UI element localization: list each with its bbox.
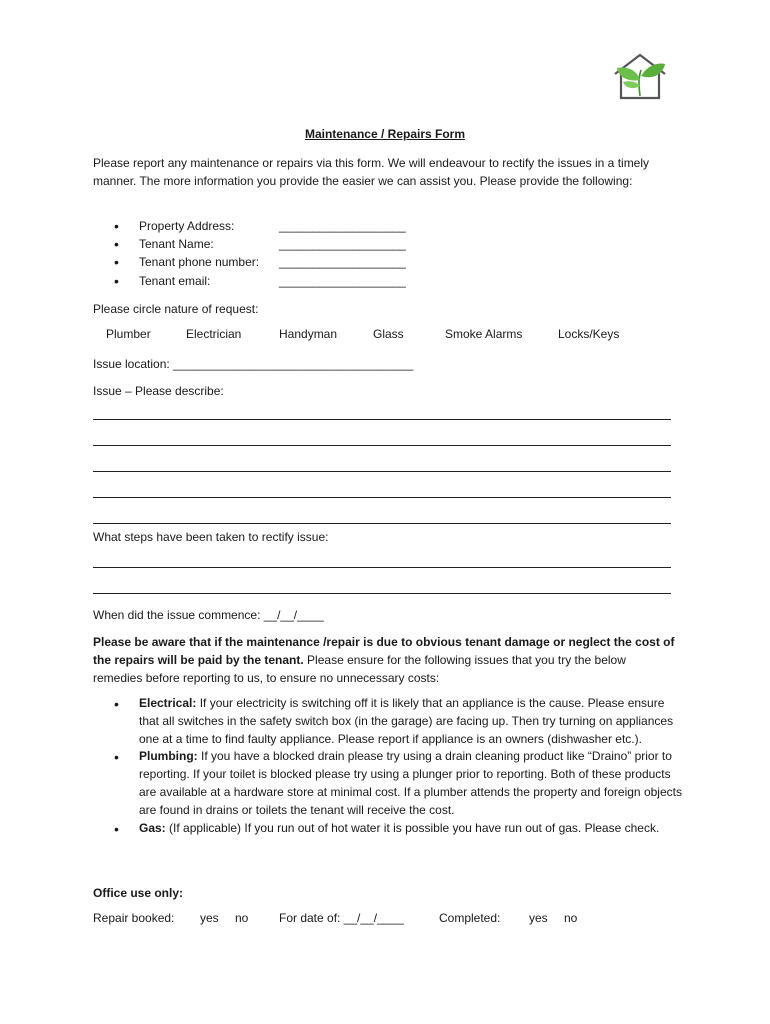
steps-line[interactable] — [93, 593, 671, 594]
completed-label: Completed: — [439, 911, 501, 925]
nature-options — [93, 327, 693, 345]
completed-no[interactable]: no — [564, 911, 578, 925]
commence-date-field[interactable]: When did the issue commence: __/__/____ — [93, 608, 324, 622]
house-leaf-logo — [611, 52, 669, 102]
intro-paragraph: Please report any maintenance or repairs via this form. We will endeavour to rectify the issues in a timely manner. The more information you provide the easier we can assist you. Please provide the following: — [93, 156, 650, 188]
remedy-electrical: • Electrical: If your electricity is switching off it is likely that an appliance is the cause. Please ensure that all switches in the safety switch box (in the garage) are facing up. Then try turning on appliances one at a time to find faulty appliance. Please report if appliance is an owners (dishwasher etc.). — [93, 695, 683, 748]
steps-line[interactable] — [93, 567, 671, 568]
option-plumber[interactable]: Plumber — [106, 327, 151, 341]
for-date-field[interactable]: For date of: __/__/____ — [279, 911, 404, 925]
option-glass[interactable]: Glass — [373, 327, 404, 341]
warning-rest: Please ensure for the following issues that you try the below remedies before reporting to us, to ensure no unnecessary costs: — [93, 653, 626, 685]
tenant-email-field[interactable]: • Tenant email: ___________________ — [93, 272, 678, 290]
repair-booked-yes[interactable]: yes — [200, 911, 219, 925]
repair-booked-no[interactable]: no — [235, 911, 249, 925]
warning-paragraph — [93, 633, 678, 687]
option-smoke-alarms[interactable]: Smoke Alarms — [445, 327, 523, 341]
form-title: Maintenance / Repairs Form — [304, 127, 466, 141]
issue-describe-label: Issue – Please describe: — [93, 384, 224, 398]
steps-prompt: What steps have been taken to rectify issue: — [93, 530, 329, 544]
completed-yes[interactable]: yes — [529, 911, 548, 925]
tenant-phone-field[interactable]: • Tenant phone number: ___________________ — [93, 253, 678, 271]
remedies-list — [93, 695, 683, 837]
option-handyman[interactable]: Handyman — [279, 327, 338, 341]
describe-line[interactable] — [93, 497, 671, 498]
describe-line[interactable] — [93, 445, 671, 446]
property-fields-list — [93, 217, 678, 290]
tenant-name-field[interactable]: • Tenant Name: ___________________ — [93, 235, 678, 253]
office-use-heading: Office use only: — [93, 886, 184, 900]
warning-bold: Please be aware that if the maintenance /repair is due to obvious tenant damage or neglect the cost of the repairs will be paid by the tenant. — [93, 635, 675, 667]
issue-location-field[interactable]: Issue location: ____________________________________ — [93, 357, 414, 371]
option-electrician[interactable]: Electrician — [186, 327, 242, 341]
describe-line[interactable] — [93, 419, 671, 420]
repair-booked-label: Repair booked: — [93, 911, 175, 925]
describe-line[interactable] — [93, 471, 671, 472]
option-locks-keys[interactable]: Locks/Keys — [558, 327, 620, 341]
nature-prompt: Please circle nature of request: — [93, 302, 259, 316]
office-use-row — [93, 911, 693, 929]
remedy-gas: • Gas: (If applicable) If you run out of hot water it is possible you have run out of gas. Please check. — [93, 820, 683, 838]
remedy-plumbing: • Plumbing: If you have a blocked drain please try using a drain cleaning product like “Draino” prior to reporting. If your toilet is blocked please try using a plunger prior to reporting. Both of these products are available at a hardware store at minimal cost. If a plumber attends the property and foreign objects are found in drains or toilets the tenant will receive the cost. — [93, 748, 683, 819]
describe-line[interactable] — [93, 523, 671, 524]
property-address-field[interactable]: • Property Address: ___________________ — [93, 217, 678, 235]
